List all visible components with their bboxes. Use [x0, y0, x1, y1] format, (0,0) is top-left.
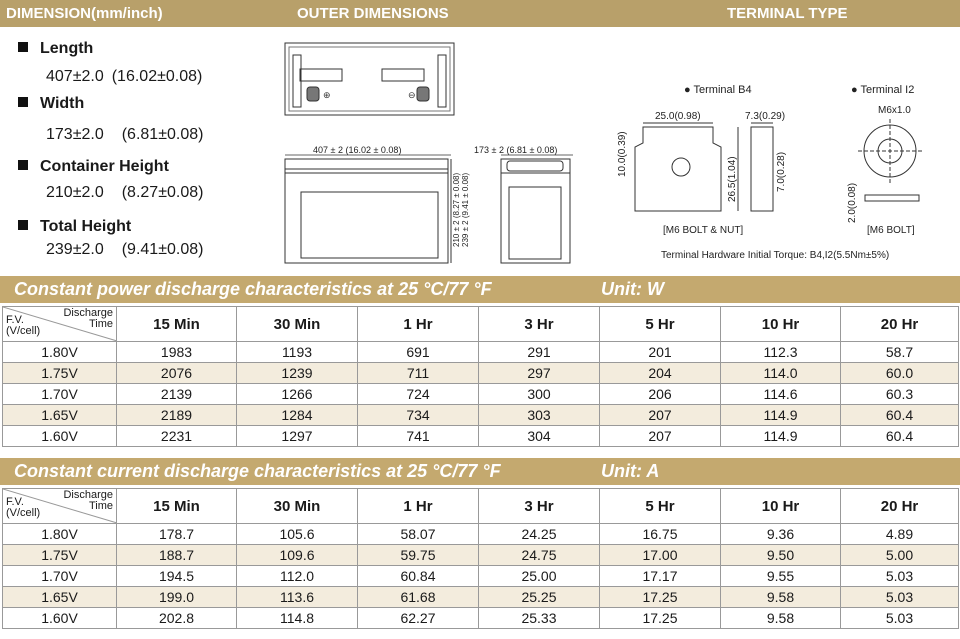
value-cell: 62.27 — [358, 608, 479, 629]
value-cell: 2139 — [117, 384, 237, 405]
table-row — [3, 342, 959, 363]
table-row — [3, 545, 959, 566]
value-cell: 24.75 — [479, 545, 600, 566]
terminal-i2-label: ● Terminal I2 — [851, 84, 915, 96]
value-cell: 304 — [479, 426, 600, 447]
column-header: 5 Hr — [600, 307, 721, 342]
b4-height-dim: 26.5(1.04) — [727, 156, 738, 202]
header-bar — [0, 0, 960, 27]
value-cell: 291 — [479, 342, 600, 363]
bullet-square-icon — [18, 42, 28, 52]
value-cell: 1266 — [237, 384, 358, 405]
corner-discharge-label: Discharge Time — [63, 489, 113, 512]
value-cell: 4.89 — [841, 524, 959, 545]
value-cell: 17.17 — [600, 566, 721, 587]
spec-total-height-title: Total Height — [18, 218, 131, 236]
value-cell: 1284 — [237, 405, 358, 426]
fv-cell: 1.75V — [3, 545, 117, 566]
value-cell: 114.6 — [721, 384, 841, 405]
value-cell: 60.84 — [358, 566, 479, 587]
terminal-b4-drawing — [635, 123, 773, 211]
value-cell: 1983 — [117, 342, 237, 363]
terminal-b4-label: ● Terminal B4 — [684, 84, 752, 96]
column-header: 3 Hr — [479, 489, 600, 524]
fv-cell: 1.70V — [3, 566, 117, 587]
value-cell: 204 — [600, 363, 721, 384]
value-cell: 114.9 — [721, 405, 841, 426]
value-cell: 109.6 — [237, 545, 358, 566]
value-cell: 207 — [600, 426, 721, 447]
table-row — [3, 384, 959, 405]
column-header: 30 Min — [237, 307, 358, 342]
value-cell: 2231 — [117, 426, 237, 447]
terminal-i2-drawing — [858, 119, 922, 201]
battery-top-view — [285, 43, 454, 115]
table-row — [3, 608, 959, 629]
outer-dimensions-drawing — [283, 27, 603, 272]
value-cell: 114.9 — [721, 426, 841, 447]
i2-depth-dim: 2.0(0.08) — [847, 182, 858, 223]
value-cell: 5.03 — [841, 566, 959, 587]
value-cell: 194.5 — [117, 566, 237, 587]
column-header: 20 Hr — [841, 307, 959, 342]
bullet-square-icon — [18, 97, 28, 107]
value-cell: 59.75 — [358, 545, 479, 566]
width-dim-label: 173 ± 2 (6.81 ± 0.08) — [474, 145, 558, 155]
value-cell: 17.25 — [600, 587, 721, 608]
spec-total-height-value: 239±2.0 (9.41±0.08) — [46, 241, 204, 258]
column-header: 30 Min — [237, 489, 358, 524]
fv-cell: 1.60V — [3, 426, 117, 447]
power-table-title-bar — [0, 276, 960, 303]
torque-note: Terminal Hardware Initial Torque: B4,I2(5.5Nm±5%) — [661, 250, 890, 261]
value-cell: 2189 — [117, 405, 237, 426]
column-header: 1 Hr — [358, 489, 479, 524]
table-corner-cell — [3, 307, 117, 342]
battery-side-view — [501, 159, 570, 263]
battery-drawing-svg — [283, 27, 603, 272]
battery-front-view — [285, 159, 451, 263]
value-cell: 734 — [358, 405, 479, 426]
terminal-drawing-svg — [603, 27, 960, 272]
value-cell: 25.00 — [479, 566, 600, 587]
table-row — [3, 566, 959, 587]
value-cell: 188.7 — [117, 545, 237, 566]
value-cell: 691 — [358, 342, 479, 363]
power-table-body — [3, 342, 959, 447]
value-cell: 2076 — [117, 363, 237, 384]
b4-width-dim: 25.0(0.98) — [655, 111, 701, 122]
value-cell: 178.7 — [117, 524, 237, 545]
column-header: 1 Hr — [358, 307, 479, 342]
spec-container-height-value: 210±2.0 (8.27±0.08) — [46, 184, 204, 201]
fv-cell: 1.80V — [3, 524, 117, 545]
plus-icon: ⊕ — [323, 90, 331, 100]
value-cell: 58.07 — [358, 524, 479, 545]
current-table-body — [3, 524, 959, 629]
value-cell: 201 — [600, 342, 721, 363]
value-cell: 60.4 — [841, 426, 959, 447]
table-header-row — [3, 489, 959, 524]
value-cell: 9.50 — [721, 545, 841, 566]
value-cell: 9.58 — [721, 608, 841, 629]
minus-icon: ⊖ — [408, 90, 416, 100]
value-cell: 5.00 — [841, 545, 959, 566]
value-cell: 17.00 — [600, 545, 721, 566]
column-header: 3 Hr — [479, 307, 600, 342]
table-row — [3, 524, 959, 545]
spec-container-height-title: Container Height — [18, 158, 169, 176]
value-cell: 60.4 — [841, 405, 959, 426]
bullet-square-icon — [18, 220, 28, 230]
value-cell: 60.0 — [841, 363, 959, 384]
column-header: 5 Hr — [600, 489, 721, 524]
container-height-dim-label: 210 ± 2 (8.27 ± 0.08) — [452, 172, 461, 247]
b4-hardware-label: [M6 BOLT & NUT] — [663, 225, 744, 236]
terminal-type-header: TERMINAL TYPE — [727, 5, 848, 22]
value-cell: 297 — [479, 363, 600, 384]
table-row — [3, 426, 959, 447]
value-cell: 1297 — [237, 426, 358, 447]
spec-length-title: Length — [18, 40, 93, 58]
terminal-drawings — [603, 27, 960, 272]
value-cell: 5.03 — [841, 587, 959, 608]
fv-cell: 1.65V — [3, 405, 117, 426]
value-cell: 303 — [479, 405, 600, 426]
table-row — [3, 405, 959, 426]
current-discharge-table — [2, 488, 959, 629]
spec-width-value: 173±2.0 (6.81±0.08) — [46, 126, 204, 143]
value-cell: 5.03 — [841, 608, 959, 629]
value-cell: 58.7 — [841, 342, 959, 363]
value-cell: 9.55 — [721, 566, 841, 587]
value-cell: 25.25 — [479, 587, 600, 608]
column-header: 10 Hr — [721, 489, 841, 524]
column-header: 15 Min — [117, 307, 237, 342]
value-cell: 9.36 — [721, 524, 841, 545]
dimension-specs — [0, 27, 283, 272]
value-cell: 105.6 — [237, 524, 358, 545]
fv-cell: 1.70V — [3, 384, 117, 405]
value-cell: 114.8 — [237, 608, 358, 629]
value-cell: 25.33 — [479, 608, 600, 629]
i2-size-label: M6x1.0 — [878, 105, 911, 116]
value-cell: 16.75 — [600, 524, 721, 545]
value-cell: 741 — [358, 426, 479, 447]
value-cell: 202.8 — [117, 608, 237, 629]
total-height-dim-label: 239 ± 2 (9.41 ± 0.08) — [461, 172, 470, 247]
value-cell: 112.0 — [237, 566, 358, 587]
value-cell: 9.58 — [721, 587, 841, 608]
value-cell: 207 — [600, 405, 721, 426]
b4-thickness-dim: 7.3(0.29) — [745, 111, 786, 122]
outer-dimensions-header: OUTER DIMENSIONS — [297, 5, 449, 22]
corner-fv-label: F.V. (V/cell) — [6, 314, 41, 337]
corner-discharge-label: Discharge Time — [63, 307, 113, 330]
value-cell: 113.6 — [237, 587, 358, 608]
fv-cell: 1.60V — [3, 608, 117, 629]
value-cell: 1239 — [237, 363, 358, 384]
fv-cell: 1.65V — [3, 587, 117, 608]
value-cell: 60.3 — [841, 384, 959, 405]
fv-cell: 1.80V — [3, 342, 117, 363]
value-cell: 114.0 — [721, 363, 841, 384]
spec-width-title: Width — [18, 95, 84, 113]
current-table-unit: Unit: A — [601, 461, 660, 481]
value-cell: 61.68 — [358, 587, 479, 608]
spec-length-value: 407±2.0 (16.02±0.08) — [46, 68, 203, 85]
bullet-square-icon — [18, 160, 28, 170]
length-dim-label: 407 ± 2 (16.02 ± 0.08) — [313, 145, 402, 155]
b4-height-left-dim: 10.0(0.39) — [617, 131, 628, 177]
dimension-header: DIMENSION(mm/inch) — [6, 5, 163, 22]
value-cell: 711 — [358, 363, 479, 384]
power-table-unit: Unit: W — [601, 279, 664, 299]
value-cell: 24.25 — [479, 524, 600, 545]
column-header: 10 Hr — [721, 307, 841, 342]
table-header-row — [3, 307, 959, 342]
table-corner-cell — [3, 489, 117, 524]
value-cell: 724 — [358, 384, 479, 405]
height-dim-labels — [452, 173, 470, 247]
table-row — [3, 363, 959, 384]
value-cell: 17.25 — [600, 608, 721, 629]
column-header: 20 Hr — [841, 489, 959, 524]
b4-side-dim: 7.0(0.28) — [776, 151, 787, 192]
power-discharge-table — [2, 306, 959, 447]
current-table-title: Constant current discharge characteristics at 25 °C/77 °F — [14, 461, 501, 481]
value-cell: 300 — [479, 384, 600, 405]
current-table-title-bar — [0, 458, 960, 485]
corner-fv-label: F.V. (V/cell) — [6, 496, 41, 519]
table-row — [3, 587, 959, 608]
column-header: 15 Min — [117, 489, 237, 524]
value-cell: 199.0 — [117, 587, 237, 608]
power-table-title: Constant power discharge characteristics at 25 °C/77 °F — [14, 279, 492, 299]
value-cell: 112.3 — [721, 342, 841, 363]
value-cell: 206 — [600, 384, 721, 405]
fv-cell: 1.75V — [3, 363, 117, 384]
value-cell: 1193 — [237, 342, 358, 363]
i2-hardware-label: [M6 BOLT] — [867, 225, 915, 236]
